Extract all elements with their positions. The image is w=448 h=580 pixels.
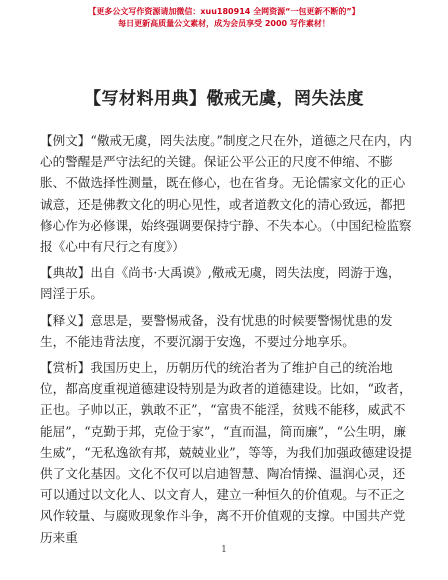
paragraph-source	[40, 262, 412, 304]
paragraph-appreciation	[40, 357, 412, 548]
paragraph-meaning	[40, 310, 412, 352]
paragraph-tag: 【典故】	[40, 265, 91, 281]
page-number: 1	[221, 545, 227, 555]
paragraph-tag: 【赏析】	[40, 360, 91, 376]
paragraph-text: 我国历史上，历朝历代的统治者为了维护自己的统治地位，都高度重视道德建设特别是为政者的道德建设。比如，“政者，正也。子帅以正，孰敢不正”，“富贵不能淫，贫贱不能移，威武不能屈”，“克勤于邦，克俭于家”，“直而温，简而廉”，“公生明，廉生威”，“无私逸欲有邦，兢兢业业”，等等，为我们加强政德建设提供了文化基因。文化不仅可以启迪智慧、陶冶情操、温润心灵，还可以通过以文化人、以文育人，建立一种恒久的价值观。与不正之风作较量、与腐败现象作斗争，离不开价值观的支撑。中国共产党历来重	[40, 360, 412, 545]
paragraph-example	[40, 130, 412, 257]
paragraph-tag: 【释义】	[40, 312, 91, 328]
paragraph-text: 意思是，要警惕戒备，没有忧患的时候要警惕忧患的发生，不能违背法度，不要沉溺于安逸，不要过分地享乐。	[40, 312, 393, 349]
paragraph-text: “儆戒无虞，罔失法度。”制度之尺在外，道德之尺在内，内心的警醒是严守法纪的关键。保证公平公正的尺度不伸缩、不膨胀、不做选择性测量，既在修心，也在省身。无论儒家文化的正心诚意，还是佛教文化的明心见性，或者道教文化的清心致远，都把修心作为必修课，始终强调要保持宁静、不失本心。（中国纪检监察报《心中有尺行之有度》）	[40, 133, 412, 255]
paragraph-tag: 【例文】	[40, 133, 91, 148]
paragraph-text: 出自《尚书·大禹谟》,儆戒无虞，罔失法度，罔游于逸，罔淫于乐。	[40, 265, 401, 302]
promo-banner	[0, 6, 448, 30]
promo-line-1: 【更多公文写作资源请加微信：xuu180914 全网资源“一包更新不断的”】	[88, 7, 360, 16]
promo-line-2: 每日更新高质量公文素材，成为会员享受 2000 写作素材！	[118, 19, 330, 28]
article-body	[40, 130, 412, 553]
page-title: 【写材料用典】儆戒无虞，罔失法度	[84, 89, 364, 109]
